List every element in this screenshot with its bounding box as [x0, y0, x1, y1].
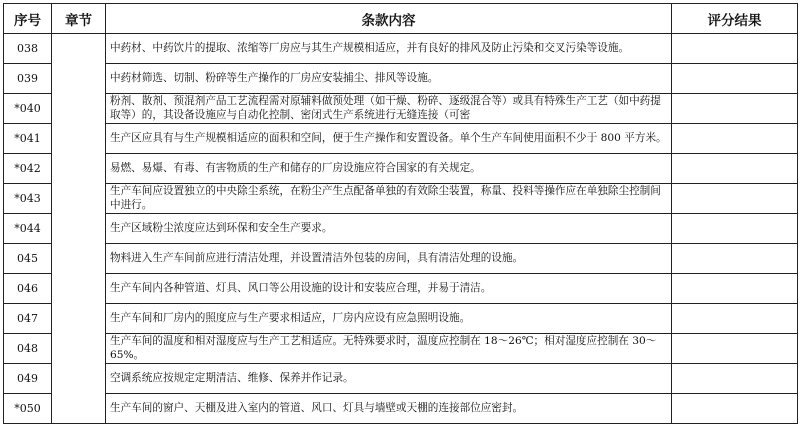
row-no: 038: [4, 34, 52, 64]
row-no: *040: [4, 94, 52, 124]
clause-cell: 中药材筛选、切制、粉碎等生产操作的厂房应安装捕尘、排风等设施。: [106, 64, 672, 94]
clause-cell: 生产车间内各种管道、灯具、风口等公用设施的设计和安装应合理，并易于清洁。: [106, 274, 672, 304]
result-cell[interactable]: [672, 274, 798, 304]
row-no: 049: [4, 364, 52, 394]
result-cell[interactable]: [672, 364, 798, 394]
regulation-table: [3, 3, 798, 424]
result-cell[interactable]: [672, 244, 798, 274]
clause-cell: 中药材、中药饮片的提取、浓缩等厂房应与其生产规模相适应，并有良好的排风及防止污染和交叉污染等设施。: [106, 34, 672, 64]
table-row: [4, 154, 798, 184]
table-row: [4, 364, 798, 394]
clause-cell: 空调系统应按规定定期清洁、维修、保养并作记录。: [106, 364, 672, 394]
table-row: [4, 34, 798, 64]
clause-cell: 物料进入生产车间前应进行清洁处理，并设置清洁外包装的房间，具有清洁处理的设施。: [106, 244, 672, 274]
chapter-cell: [52, 34, 106, 424]
header-row: [4, 4, 798, 34]
table-row: [4, 124, 798, 154]
header-clause: 条款内容: [106, 4, 672, 34]
row-no: 045: [4, 244, 52, 274]
row-no: 046: [4, 274, 52, 304]
row-no: 048: [4, 334, 52, 364]
header-chapter: 章节: [52, 4, 106, 34]
clause-cell: 生产车间和厂房内的照度应与生产要求相适应，厂房内应设有应急照明设施。: [106, 304, 672, 334]
result-cell[interactable]: [672, 394, 798, 424]
clause-cell: 生产车间应设置独立的中央除尘系统，在粉尘产生点配备单独的有效除尘装置，称量、投料等操作应在单独除尘控制间中进行。: [106, 184, 672, 214]
result-cell[interactable]: [672, 94, 798, 124]
table-row: [4, 394, 798, 424]
row-no: *043: [4, 184, 52, 214]
row-no: *050: [4, 394, 52, 424]
header-result: 评分结果: [672, 4, 798, 34]
clause-cell: 粉剂、散剂、预混剂产品工艺流程需对原辅料做预处理（如干燥、粉碎、逐级混合等）或具有特殊生产工艺（如中药提取等）的，其设备设施应与自动化控制、密闭式生产系统进行无缝连接（可密: [106, 94, 672, 124]
result-cell[interactable]: [672, 184, 798, 214]
table-row: [4, 304, 798, 334]
row-no: 047: [4, 304, 52, 334]
result-cell[interactable]: [672, 214, 798, 244]
clause-cell: 生产车间的温度和相对湿度应与生产工艺相适应。无特殊要求时，温度应控制在 18～26℃；相对湿度应控制在 30～65%。: [106, 334, 672, 364]
result-cell[interactable]: [672, 154, 798, 184]
result-cell[interactable]: [672, 64, 798, 94]
table-row: [4, 244, 798, 274]
table-row: [4, 64, 798, 94]
clause-cell: 易燃、易爆、有毒、有害物质的生产和储存的厂房设施应符合国家的有关规定。: [106, 154, 672, 184]
clause-cell: 生产区应具有与生产规模相适应的面积和空间，便于生产操作和安置设备。单个生产车间使用面积不少于 800 平方米。: [106, 124, 672, 154]
result-cell[interactable]: [672, 334, 798, 364]
regulation-table-container: [3, 3, 797, 424]
result-cell[interactable]: [672, 124, 798, 154]
header-no: 序号: [4, 4, 52, 34]
row-no: 039: [4, 64, 52, 94]
table-row: [4, 94, 798, 124]
row-no: *042: [4, 154, 52, 184]
table-row: [4, 214, 798, 244]
row-no: *044: [4, 214, 52, 244]
result-cell[interactable]: [672, 304, 798, 334]
table-row: [4, 274, 798, 304]
table-row: [4, 334, 798, 364]
clause-cell: 生产车间的窗户、天棚及进入室内的管道、风口、灯具与墙壁或天棚的连接部位应密封。: [106, 394, 672, 424]
row-no: *041: [4, 124, 52, 154]
result-cell[interactable]: [672, 34, 798, 64]
clause-cell: 生产区域粉尘浓度应达到环保和安全生产要求。: [106, 214, 672, 244]
table-row: [4, 184, 798, 214]
